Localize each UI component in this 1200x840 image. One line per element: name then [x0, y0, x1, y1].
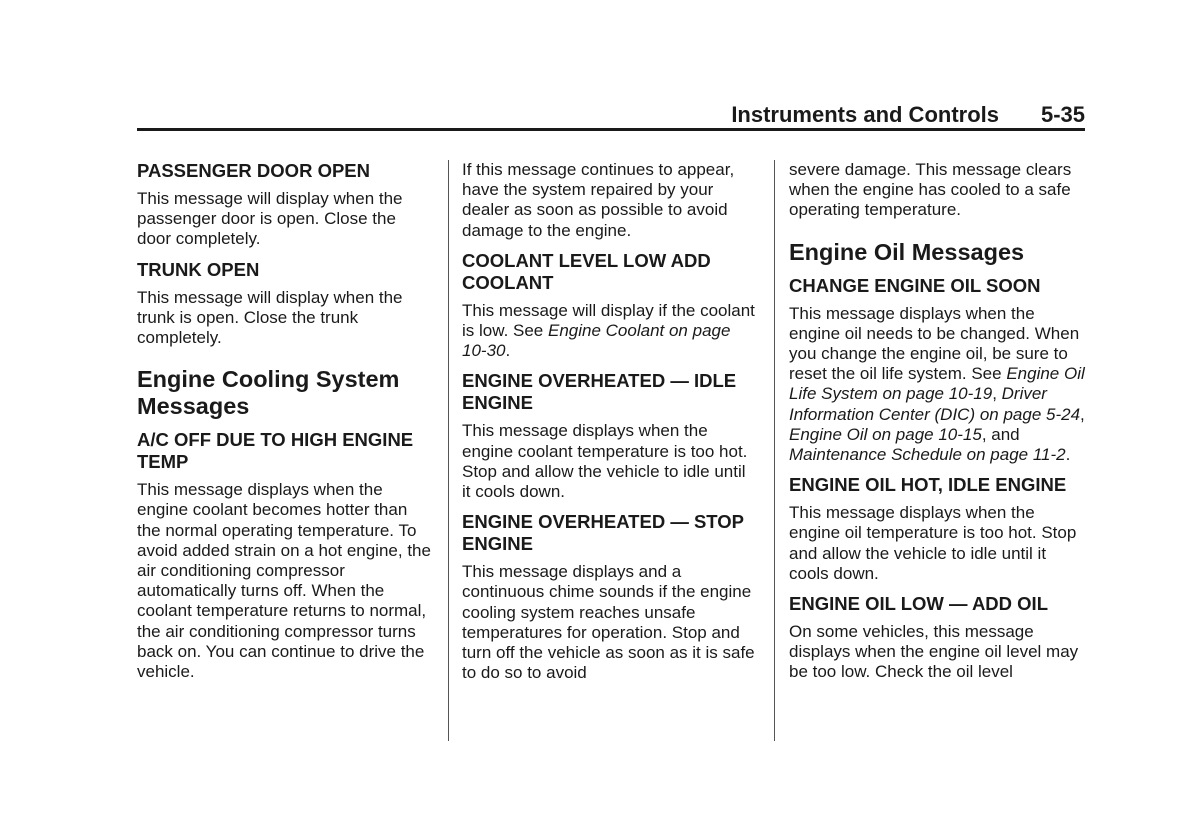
column-divider-2 — [774, 160, 775, 741]
para-overheated-idle: This message displays when the engine coolant temperature is too hot. Stop and allow the vehicle to idle until it cools down. — [462, 421, 748, 502]
heading-trunk-open: TRUNK OPEN — [137, 258, 260, 280]
para-ac-off: This message displays when the engine coolant becomes hotter than the normal operating temperature. To avoid added strain on a hot engine, the air conditioning compressor automatically turns off. When the coolant temperature returns to normal, the air conditioning compressor turns back on. You can continue to drive the vehicle. — [137, 480, 431, 682]
heading-overheated-stop: ENGINE OVERHEATED — STOP ENGINE — [462, 511, 744, 555]
para-oil-hot: This message displays when the engine oil temperature is too hot. Stop and allow the vehicle to idle until it cools down. — [789, 503, 1077, 583]
section-title: Instruments and Controls — [731, 102, 999, 127]
heading-oil-low: ENGINE OIL LOW — ADD OIL — [789, 593, 1048, 615]
section-heading-engine-oil: Engine Oil Messages — [789, 238, 1025, 265]
para-oil-low: On some vehicles, this message displays when the engine oil level may be too low. Check the oil level — [789, 622, 1079, 682]
column-1 — [137, 160, 433, 682]
column-3 — [789, 160, 1085, 683]
link-oil-life-system: Engine Oil Life System on page 10-19 — [789, 364, 1085, 404]
link-dic: Driver Information Center (DIC) on page 5-24 — [789, 384, 1081, 424]
para-coolant-level-low: This message will display if the coolant is low. See Engine Coolant on page 10-30. — [462, 300, 755, 361]
page-header — [137, 100, 1085, 130]
column-2 — [462, 160, 758, 683]
para-change-oil-soon: This message displays when the engine oil needs to be changed. When you change the engine oil, be sure to reset the oil life system. See Engine Oil Life System on page 10-19, Driver Information Center (DIC) on page 5-24, Engine Oil on page 10-15, and Maintenance Schedule on page 11-2. — [789, 303, 1085, 465]
heading-change-oil-soon: CHANGE ENGINE OIL SOON — [789, 274, 1041, 296]
para-passenger-door-open: This message will display when the passenger door is open. Close the door completely. — [137, 189, 403, 249]
link-maintenance-schedule: Maintenance Schedule on page 11-2 — [789, 445, 1066, 465]
heading-oil-hot: ENGINE OIL HOT, IDLE ENGINE — [789, 474, 1067, 496]
heading-ac-off: A/C OFF DUE TO HIGH ENGINE TEMP — [137, 429, 414, 473]
heading-passenger-door-open: PASSENGER DOOR OPEN — [137, 160, 371, 181]
heading-overheated-idle: ENGINE OVERHEATED — IDLE ENGINE — [462, 370, 737, 414]
page-number: 5-35 — [1040, 102, 1085, 127]
link-engine-oil: Engine Oil on page 10-15 — [789, 424, 982, 444]
heading-coolant-level-low: COOLANT LEVEL LOW ADD COOLANT — [462, 249, 711, 293]
section-heading-engine-cooling: Engine Cooling System Messages — [137, 366, 400, 420]
para-overheated-stop: This message displays and a continuous chime sounds if the engine cooling system reaches unsafe temperatures for operation. Stop and turn off the vehicle as soon as it is safe to do so to avoid — [462, 562, 755, 683]
link-engine-coolant: Engine Coolant on page 10-30 — [462, 321, 731, 361]
header-rule — [137, 128, 1085, 131]
para-severe-damage: severe damage. This message clears when the engine has cooled to a safe operating temperature. — [789, 160, 1072, 220]
column-divider-1 — [448, 160, 449, 741]
para-continues-to-appear: If this message continues to appear, have the system repaired by your dealer as soon as possible to avoid damage to the engine. — [462, 160, 735, 240]
para-trunk-open: This message will display when the trunk is open. Close the trunk completely. — [137, 287, 403, 348]
